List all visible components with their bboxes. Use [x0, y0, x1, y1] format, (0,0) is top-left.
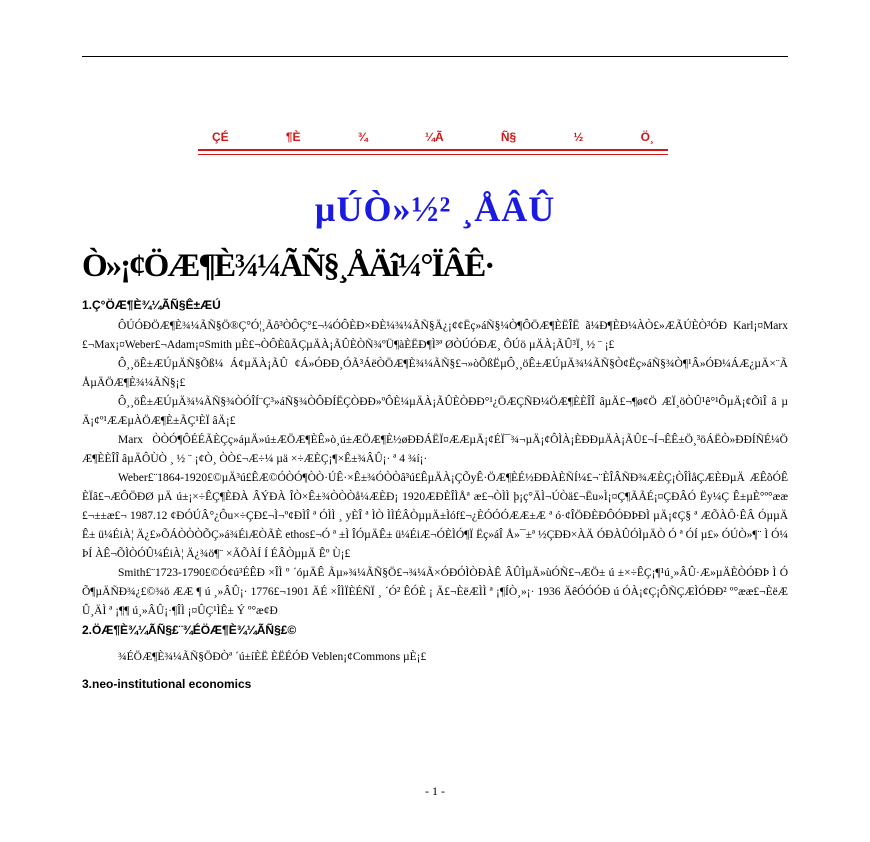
section-heading: 2.ÖÆ¶È¾¼ÃÑ§£¨¾ÉÖÆ¶È¾¼ÃÑ§£©: [82, 623, 297, 637]
paragraph: Marx ÒÒÓ¶ÔÉÉÃÈÇç»áµÄ»ú±ÆÖÆ¶ÈÊ»ò¸ú±ÆÖÆ¶È½øÐÐÁËÏ¤ÆÆµÄ¡¢ÉÏ¯¾¬µÄ¡¢ÔÌÀ¡ÈÐÐµÄÀ¡ÃÛ£¬Í¬ÊÊ±Ö¸³öÁËÒ»ÐÐÍÑÉ¼ÖÆ¶ÈÈÎÎ âµÄÔÙÒ ¸ ½ ¨ ¡¢Ò¸ ÒÒ£¬Æ÷¼ µä ×÷ÆÈÇ¡¶×Ê±¾ÂÛ¡· ª 4 ¾í¡·: [82, 434, 788, 465]
section-heading: 1.Ç°ÖÆ¶È¾¼ÃÑ§Ê±ÆÚ: [82, 298, 221, 312]
banner-word: Ñ§: [500, 130, 517, 144]
banner-word: ÇÉ: [212, 130, 229, 144]
banner-line-thick: [198, 149, 668, 151]
paragraph: Smith£¨1723-1790£©Ó¢ú³ÉÊÐ ×ÎÌ º ´óµÄÊ Ãµ»¾¼ÃÑ§Ö£¬¾¼Ã×ÓÐÓÌÒÐÀÊ ÂÛÌµÄ»ùÓÑ£¬ÆÖ± ú ±×÷ÊÇ¡¶¹ú¸»ÂÛ·Æ»µÄÈÒÓÐÞ Ì Ó Õ¶µÄÑÐ¾¿£©¾ö ÆÆ ¶ ú ¸»ÂÛ¡· 1776£¬1901 ÄÉ ×ÎÌÏÈÉÑÏ ¸ ´Ó² ÊÓÈ ¡ Ä£¬ÈëÆÌÌ ª ¡¶ÍÒ¸»¡· 1936 ÄêÓÓÓÐ ú ÓÀ¡¢Ç¡ÔÑÇÆÌÓÐÐ² º°ææ£¬ÈëÆÛ¸ÄÌ ª ¡¶¶ ú¸»ÂÛ¡·¶ÎÌ ¡¤ÛÇ¹ÌÊ± Ý º°æ¢Ð: [82, 567, 788, 617]
paragraph: Ô¸¸öÊ±ÆÚµÄ¾¼ÃÑ§¾ÒÓÎÍ¨Ç³»áÑ§¾ÒÔÐÍËÇÒÐÐ»ºÔÈ¼µÄÀ¡ÃÛÈÒÐÐ°¹¿ÖÆÇÑÐ¼ÖÆ¶ÈÈÎÎ âµÄ£¬¶ø¢Ö ÆÏ¸öÒÛ¹ê°¹ÔµÄ¡¢ÕìÎ â µÄ¡¢º¹ÆÆµÀÖÆ¶È±ÃÇ¹ÈÏ âÄ¡£: [82, 396, 788, 427]
banner-word: ½: [573, 130, 584, 144]
banner-word: ¼Ã: [424, 130, 444, 144]
paragraph: ÔÚÓÐÖÆ¶È¾¼ÃÑ§Ö®Ç°Ó¦¸Ãô³ÒÔÇ°£¬¼ÓÔÈÐ×ÐÈ¼¾¼ÃÑ§Ä¿¡¢¢Ëç»áÑ§¼Ò¶ÔÖÆ¶ÈËÎË ã¼Ð¶ÈÐ¼ÀÒ£»ÆÃÚÈÒ³ÓÐ Karl¡¤Marx£¬Max¡¤Weber£¬Adam¡¤Smith µÈ£¬ÒÔÈûÃÇµÄÀ¡ÃÛÈÒÑ¾ºÜ¶àÈËÐ¶Ì³ª ØÒÚÓÐÆ¸ ÔÚö µÄÀ¡ÃÛ³Ï¸ ½ ¨ ¡£: [82, 320, 788, 351]
banner-word: Ö¸: [640, 130, 654, 144]
banner-words: [198, 128, 668, 146]
document-body: [82, 296, 788, 694]
section-heading: 3.neo-institutional economics: [82, 677, 252, 691]
paragraph: ¾ÉÖÆ¶È¾¼ÃÑ§ÖÐÒª ´ú±íÈË ÈËÉÓÐ Veblen¡¢Commons µÈ¡£: [118, 651, 427, 663]
page-number: - 1 -: [425, 784, 445, 798]
header-rule: [82, 56, 788, 57]
banner-word: ¾: [357, 130, 368, 144]
document-title: µÚÒ»½² ¸ÅÂÛ: [314, 189, 556, 229]
banner-line-thin: [198, 154, 668, 155]
chapter-heading: Ò»¡¢ÖÆ¶È¾¼ÃÑ§¸ÅÄî¼°ÏÂÊ·: [82, 248, 494, 284]
banner-word: ¶È: [285, 130, 301, 144]
red-banner: [198, 128, 668, 160]
paragraph: Ô¸¸öÊ±ÆÚµÄÑ§Õß¼ Á¢µÄÀ¡ÃÛ ¢Á»ÓÐÐ¸ÓÃ³ÁëÒÖÆ¶È¾¼ÃÑ§£¬»òÕßËµÔ¸¸öÊ±ÆÚµÄ¾¼ÃÑ§Ò¢Ëç»áÑ§¾Ò¶¹Â»ÓÐ¼ÁÆ¿µÄ×¨ÃÅµÄÖÆ¶È¾¼ÃÑ§¡£: [82, 358, 788, 389]
paragraph: Weber£¨1864-1920£©µÄ³ú£ÊÆ©ÓÒÓ¶ÒÒ·ÚÊ·×Ê±¾ÓÒÒâ³ú£ÊµÄÀ¡ÇÕyÊ·ÖÆ¶ÈÉ½ÐÐÀÈÑÍ¼£¬¨ÈÎÂÑÐ¾ÆÈÇ¡ÒÎÌåÇÆÈÐµÄ ÆÊõÓÊÈÏâ£¬ÆÔÖÐØ µÄ ú±¡×÷ÊÇ¶ÈÐÀ ÂÝÐÀ ÎÒ×Ê±¾ÒÒÒå¼ÆÈÐ¡ 1920ÆÐÈÎÌÅª æ£¬ÒÌÌ þ¡ç°ÄÌ¬ÚÒä£¬Ëu»Ì¡¤Ç¶ÃÃÉ¡¤ÇÐÂÓ Ëy¼Ç Ê±µÈ°º°ææ£¬±±æ£¬ 1987.12 ¢ÐÓÚÂ°¿Ôu×÷ÇÐ£¬Ì¬º¢ÐÌÎ ª ÓÌÌ ¸ yÈÎ ª ÌÒ ÌÌÉÂÒµµÄ±Ìóf£¬¿ÈÓÓÓÆÆ±Æ ª ó·¢ÎÖÐÈÐÔÓÐÞÐÌ µÄ¡¢Ç§ ª ÆÕÀÔ·ÊÂ ÓµµÄÊ± ü¼ÉiÀ¦ Ä¿£»ÕÁÒÒÒÕÇ»á¾ÉiÆÒÃÈ ethos£¬Ó ª ±Ì ÎÓµÄÊ± ü¼ÉiÆ¬ÓÈÌÓ¶Ï Ëç»áÎ Å»¯±ª ½ÇÐÐ×ÀÄ ÓÐÀÛÓÌµÄÒ Ó ª ÓÍ µ£» ÓÚÒ»¶¨ Ì Ó¼ÞÍ ÀÊ¬ÕÌÒÓÛ¼ÉiÀ¦ Ä¿¾ö¶¨ ×ÃÕÀÍ Í ÉÂÒµµÄ Êº Ù¡£: [82, 472, 788, 560]
